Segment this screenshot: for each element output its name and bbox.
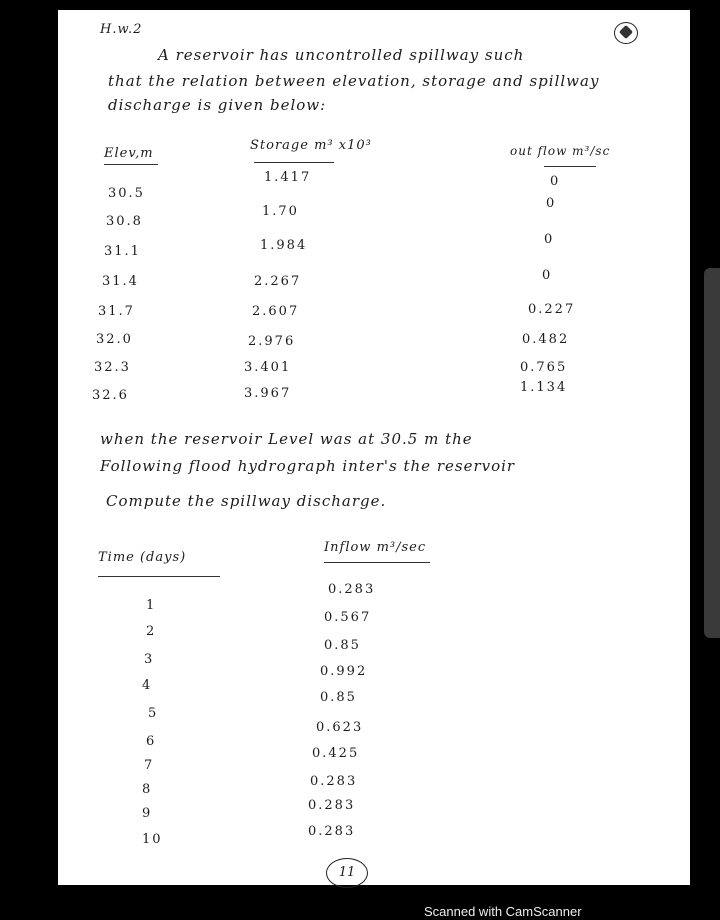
- table2-header-time: Time (days): [98, 550, 187, 565]
- elevation-cell: 30.5: [108, 186, 145, 201]
- elevation-cell: 31.7: [98, 304, 135, 319]
- elevation-cell: 32.0: [96, 332, 133, 347]
- storage-cell: 2.267: [254, 274, 302, 289]
- device-edge: [704, 268, 720, 638]
- inflow-cell: 0.283: [328, 582, 376, 597]
- storage-cell: 2.607: [252, 304, 300, 319]
- time-cell: 3: [144, 652, 155, 667]
- table2-header-inflow: Inflow m³/sec: [324, 540, 427, 555]
- header-underline: [254, 162, 334, 163]
- time-cell: 6: [146, 734, 157, 749]
- storage-cell: 3.401: [244, 360, 292, 375]
- outflow-cell: 0: [544, 232, 555, 247]
- inflow-cell: 0.992: [320, 664, 368, 679]
- inflow-cell: 0.283: [310, 774, 358, 789]
- page-number: 11: [326, 858, 368, 888]
- homework-label: H.w.2: [100, 22, 143, 37]
- scanner-watermark: Scanned with CamScanner: [424, 904, 582, 919]
- outflow-cell: 0: [546, 196, 557, 211]
- elevation-cell: 31.4: [102, 274, 139, 289]
- outflow-cell: 0.482: [522, 332, 570, 347]
- paragraph-line-3: Compute the spillway discharge.: [106, 492, 387, 510]
- inflow-cell: 0.283: [308, 824, 356, 839]
- storage-cell: 1.984: [260, 238, 308, 253]
- problem-line-1: A reservoir has uncontrolled spillway such: [158, 46, 525, 64]
- storage-cell: 3.967: [244, 386, 292, 401]
- time-cell: 8: [142, 782, 153, 797]
- problem-line-3: discharge is given below:: [108, 96, 327, 114]
- outflow-cell: 0.227: [528, 302, 576, 317]
- inflow-cell: 0.283: [308, 798, 356, 813]
- inflow-cell: 0.425: [312, 746, 360, 761]
- elevation-cell: 32.6: [92, 388, 129, 403]
- outflow-cell: 0: [542, 268, 553, 283]
- header-underline: [544, 166, 596, 167]
- time-cell: 2: [146, 624, 157, 639]
- storage-cell: 1.417: [264, 170, 312, 185]
- problem-line-2: that the relation between elevation, storage and spillway: [108, 72, 600, 90]
- time-cell: 4: [142, 678, 153, 693]
- storage-cell: 1.70: [262, 204, 299, 219]
- paragraph-line-2: Following flood hydrograph inter's the reservoir: [100, 457, 516, 475]
- inflow-cell: 0.85: [320, 690, 357, 705]
- header-underline: [324, 562, 430, 563]
- elevation-cell: 30.8: [106, 214, 143, 229]
- table1-header-outflow: out flow m³/sc: [510, 144, 611, 158]
- inflow-cell: 0.567: [324, 610, 372, 625]
- time-cell: 10: [142, 832, 163, 847]
- time-cell: 1: [146, 598, 157, 613]
- storage-cell: 2.976: [248, 334, 296, 349]
- outflow-cell: 0: [550, 174, 561, 189]
- elevation-cell: 31.1: [104, 244, 141, 259]
- elevation-cell: 32.3: [94, 360, 131, 375]
- inflow-cell: 0.623: [316, 720, 364, 735]
- time-cell: 9: [142, 806, 153, 821]
- paragraph-line-1: when the reservoir Level was at 30.5 m the: [100, 430, 473, 448]
- header-underline: [104, 164, 158, 165]
- header-underline: [98, 576, 220, 577]
- table1-header-storage: Storage m³ x10³: [250, 138, 372, 153]
- time-cell: 5: [148, 706, 159, 721]
- scanned-page: [58, 10, 690, 885]
- stamp-icon: [614, 22, 638, 44]
- time-cell: 7: [144, 758, 155, 773]
- table1-header-elevation: Elev,m: [104, 146, 154, 161]
- outflow-cell: 1.134: [520, 380, 568, 395]
- inflow-cell: 0.85: [324, 638, 361, 653]
- outflow-cell: 0.765: [520, 360, 568, 375]
